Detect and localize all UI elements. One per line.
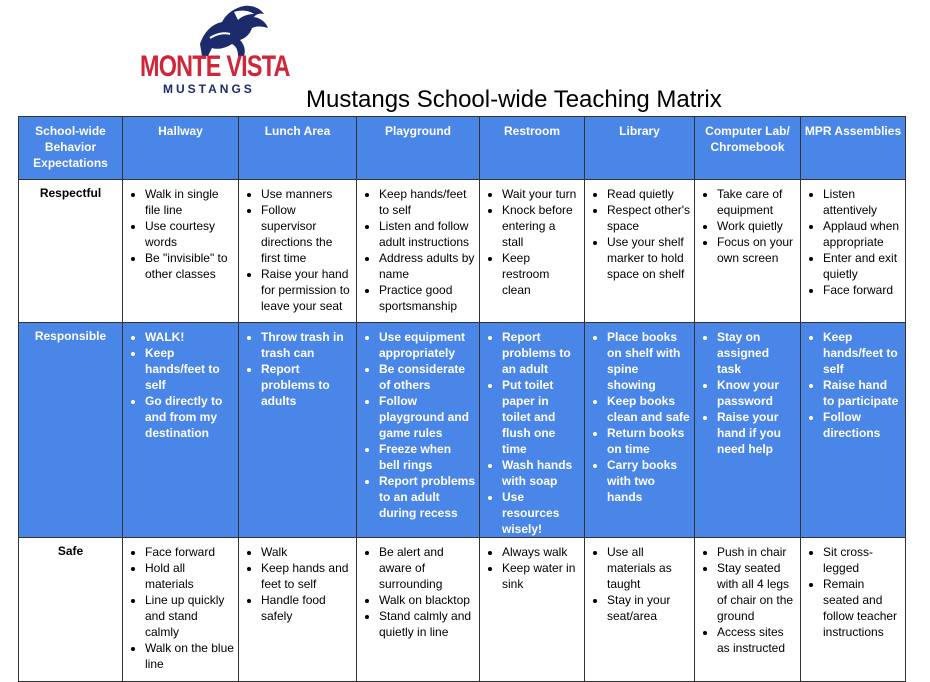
- expectation-item: • Report problems to adults: [261, 361, 352, 409]
- expectation-list: [357, 538, 479, 640]
- row-label: Safe: [19, 538, 123, 682]
- expectation-item: • Raise your hand if you need help: [717, 409, 796, 457]
- expectation-item: • Listen attentively: [823, 186, 901, 218]
- matrix-cell: [801, 538, 906, 682]
- expectation-list: [480, 180, 584, 298]
- col-header-hallway: Hallway: [123, 117, 239, 180]
- expectation-item: • Sit cross-legged: [823, 544, 901, 576]
- matrix-cell: [801, 180, 906, 323]
- expectation-item: • Report problems to an adult: [502, 329, 580, 377]
- expectation-item: • Follow supervisor directions the first time: [261, 202, 352, 266]
- header-row: [19, 117, 906, 180]
- expectation-item: • Follow playground and game rules: [379, 393, 475, 441]
- expectation-item: • Know your password: [717, 377, 796, 409]
- expectation-item: • Walk in single file line: [145, 186, 234, 218]
- expectation-list: [585, 323, 694, 505]
- matrix-cell: [585, 538, 695, 682]
- mustang-horse-icon: [190, 4, 272, 56]
- matrix-cell: [123, 538, 239, 682]
- row-label: Responsible: [19, 323, 123, 538]
- expectation-list: [480, 323, 584, 537]
- col-header-lunch-area: Lunch Area: [239, 117, 357, 180]
- row-label: Respectful: [19, 180, 123, 323]
- expectation-item: • Wait your turn: [502, 186, 580, 202]
- expectation-item: • Keep hands/feet to self: [823, 329, 901, 377]
- expectation-item: • Listen and follow adult instructions: [379, 218, 475, 250]
- expectation-item: • Raise hand to participate: [823, 377, 901, 409]
- expectation-item: • Hold all materials: [145, 560, 234, 592]
- expectation-item: • Keep books clean and safe: [607, 393, 690, 425]
- expectation-list: [239, 180, 356, 314]
- expectation-item: • Wash hands with soap: [502, 457, 580, 489]
- expectation-item: • Address adults by name: [379, 250, 475, 282]
- matrix-cell: [357, 538, 480, 682]
- expectation-list: [239, 538, 356, 624]
- matrix-cell: [801, 323, 906, 538]
- expectation-item: • Use all materials as taught: [607, 544, 690, 592]
- expectation-list: [123, 323, 238, 441]
- expectation-item: • Access sites as instructed: [717, 624, 796, 656]
- expectation-item: • Place books on shelf with spine showing: [607, 329, 690, 393]
- expectation-item: • Walk on blacktop: [379, 592, 475, 608]
- expectation-item: • Walk: [261, 544, 352, 560]
- row-safe: [19, 538, 906, 682]
- expectation-item: • Remain seated and follow teacher instructions: [823, 576, 901, 640]
- expectation-item: • Take care of equipment: [717, 186, 796, 218]
- col-header-computer-lab: Computer Lab/ Chromebook: [695, 117, 801, 180]
- expectation-item: • Read quietly: [607, 186, 690, 202]
- matrix-cell: [357, 323, 480, 538]
- expectation-item: • Enter and exit quietly: [823, 250, 901, 282]
- expectation-item: • Applaud when appropriate: [823, 218, 901, 250]
- expectation-item: • Walk on the blue line: [145, 640, 234, 672]
- expectation-item: • Carry books with two hands: [607, 457, 690, 505]
- matrix-cell: [585, 180, 695, 323]
- expectation-item: • Line up quickly and stand calmly: [145, 592, 234, 640]
- matrix-cell: [695, 538, 801, 682]
- expectation-item: • Practice good sportsmanship: [379, 282, 475, 314]
- expectation-item: • Use courtesy words: [145, 218, 234, 250]
- expectation-item: • Be "invisible" to other classes: [145, 250, 234, 282]
- expectation-item: • Use manners: [261, 186, 352, 202]
- expectation-item: • Keep hands and feet to self: [261, 560, 352, 592]
- matrix-cell: [480, 538, 585, 682]
- school-logo: [138, 4, 290, 96]
- expectation-item: • Put toilet paper in toilet and flush one time: [502, 377, 580, 457]
- matrix-cell: [357, 180, 480, 323]
- matrix-cell: [123, 323, 239, 538]
- matrix-cell: [695, 180, 801, 323]
- expectation-item: • Stay on assigned task: [717, 329, 796, 377]
- logo-subtitle: MUSTANGS: [163, 82, 255, 96]
- row-responsible: [19, 323, 906, 538]
- matrix-cell: [480, 180, 585, 323]
- expectation-item: • Keep hands/feet to self: [379, 186, 475, 218]
- expectation-item: • Face forward: [145, 544, 234, 560]
- expectation-list: [357, 180, 479, 314]
- expectation-item: • Work quietly: [717, 218, 796, 234]
- expectation-item: • Be alert and aware of surrounding: [379, 544, 475, 592]
- col-header-restroom: Restroom: [480, 117, 585, 180]
- col-header-library: Library: [585, 117, 695, 180]
- expectation-list: [480, 538, 584, 592]
- expectation-list: [123, 538, 238, 672]
- matrix-cell: [239, 538, 357, 682]
- logo-name: MONTE VISTA: [140, 50, 290, 83]
- expectation-item: • Respect other's space: [607, 202, 690, 234]
- expectation-item: • Return books on time: [607, 425, 690, 457]
- expectation-item: • Use equipment appropriately: [379, 329, 475, 361]
- expectation-item: • Use resources wisely!: [502, 489, 580, 537]
- col-header-expectations: School-wide Behavior Expectations: [19, 117, 123, 180]
- matrix-cell: [480, 323, 585, 538]
- col-header-mpr-assemblies: MPR Assemblies: [801, 117, 906, 180]
- matrix-cell: [585, 323, 695, 538]
- expectation-item: • Throw trash in trash can: [261, 329, 352, 361]
- expectation-item: • Stand calmly and quietly in line: [379, 608, 475, 640]
- expectation-list: [585, 180, 694, 282]
- expectation-item: • Use your shelf marker to hold space on shelf: [607, 234, 690, 282]
- expectation-item: • Follow directions: [823, 409, 901, 441]
- expectation-item: • Knock before entering a stall: [502, 202, 580, 250]
- expectation-item: • WALK!: [145, 329, 234, 345]
- page-title: Mustangs School-wide Teaching Matrix: [306, 86, 722, 113]
- expectation-list: [695, 180, 800, 266]
- expectation-item: • Stay in your seat/area: [607, 592, 690, 624]
- expectation-item: • Keep water in sink: [502, 560, 580, 592]
- expectation-item: • Go directly to and from my destination: [145, 393, 234, 441]
- expectation-list: [801, 323, 905, 441]
- matrix-cell: [239, 323, 357, 538]
- expectation-item: • Face forward: [823, 282, 901, 298]
- expectation-item: • Focus on your own screen: [717, 234, 796, 266]
- expectation-list: [123, 180, 238, 282]
- teaching-matrix-table: [18, 116, 906, 682]
- expectation-item: • Keep hands/feet to self: [145, 345, 234, 393]
- matrix-cell: [239, 180, 357, 323]
- expectation-list: [585, 538, 694, 624]
- expectation-list: [801, 180, 905, 298]
- matrix-cell: [695, 323, 801, 538]
- expectation-item: • Be considerate of others: [379, 361, 475, 393]
- expectation-list: [357, 323, 479, 521]
- expectation-item: • Handle food safely: [261, 592, 352, 624]
- expectation-list: [801, 538, 905, 640]
- expectation-item: • Report problems to an adult during recess: [379, 473, 475, 521]
- expectation-list: [239, 323, 356, 409]
- expectation-list: [695, 323, 800, 457]
- expectation-item: • Keep restroom clean: [502, 250, 580, 298]
- expectation-item: • Stay seated with all 4 legs of chair on the ground: [717, 560, 796, 624]
- expectation-item: • Freeze when bell rings: [379, 441, 475, 473]
- row-respectful: [19, 180, 906, 323]
- expectation-list: [695, 538, 800, 656]
- matrix-cell: [123, 180, 239, 323]
- expectation-item: • Raise your hand for permission to leave your seat: [261, 266, 352, 314]
- expectation-item: • Always walk: [502, 544, 580, 560]
- col-header-playground: Playground: [357, 117, 480, 180]
- expectation-item: • Push in chair: [717, 544, 796, 560]
